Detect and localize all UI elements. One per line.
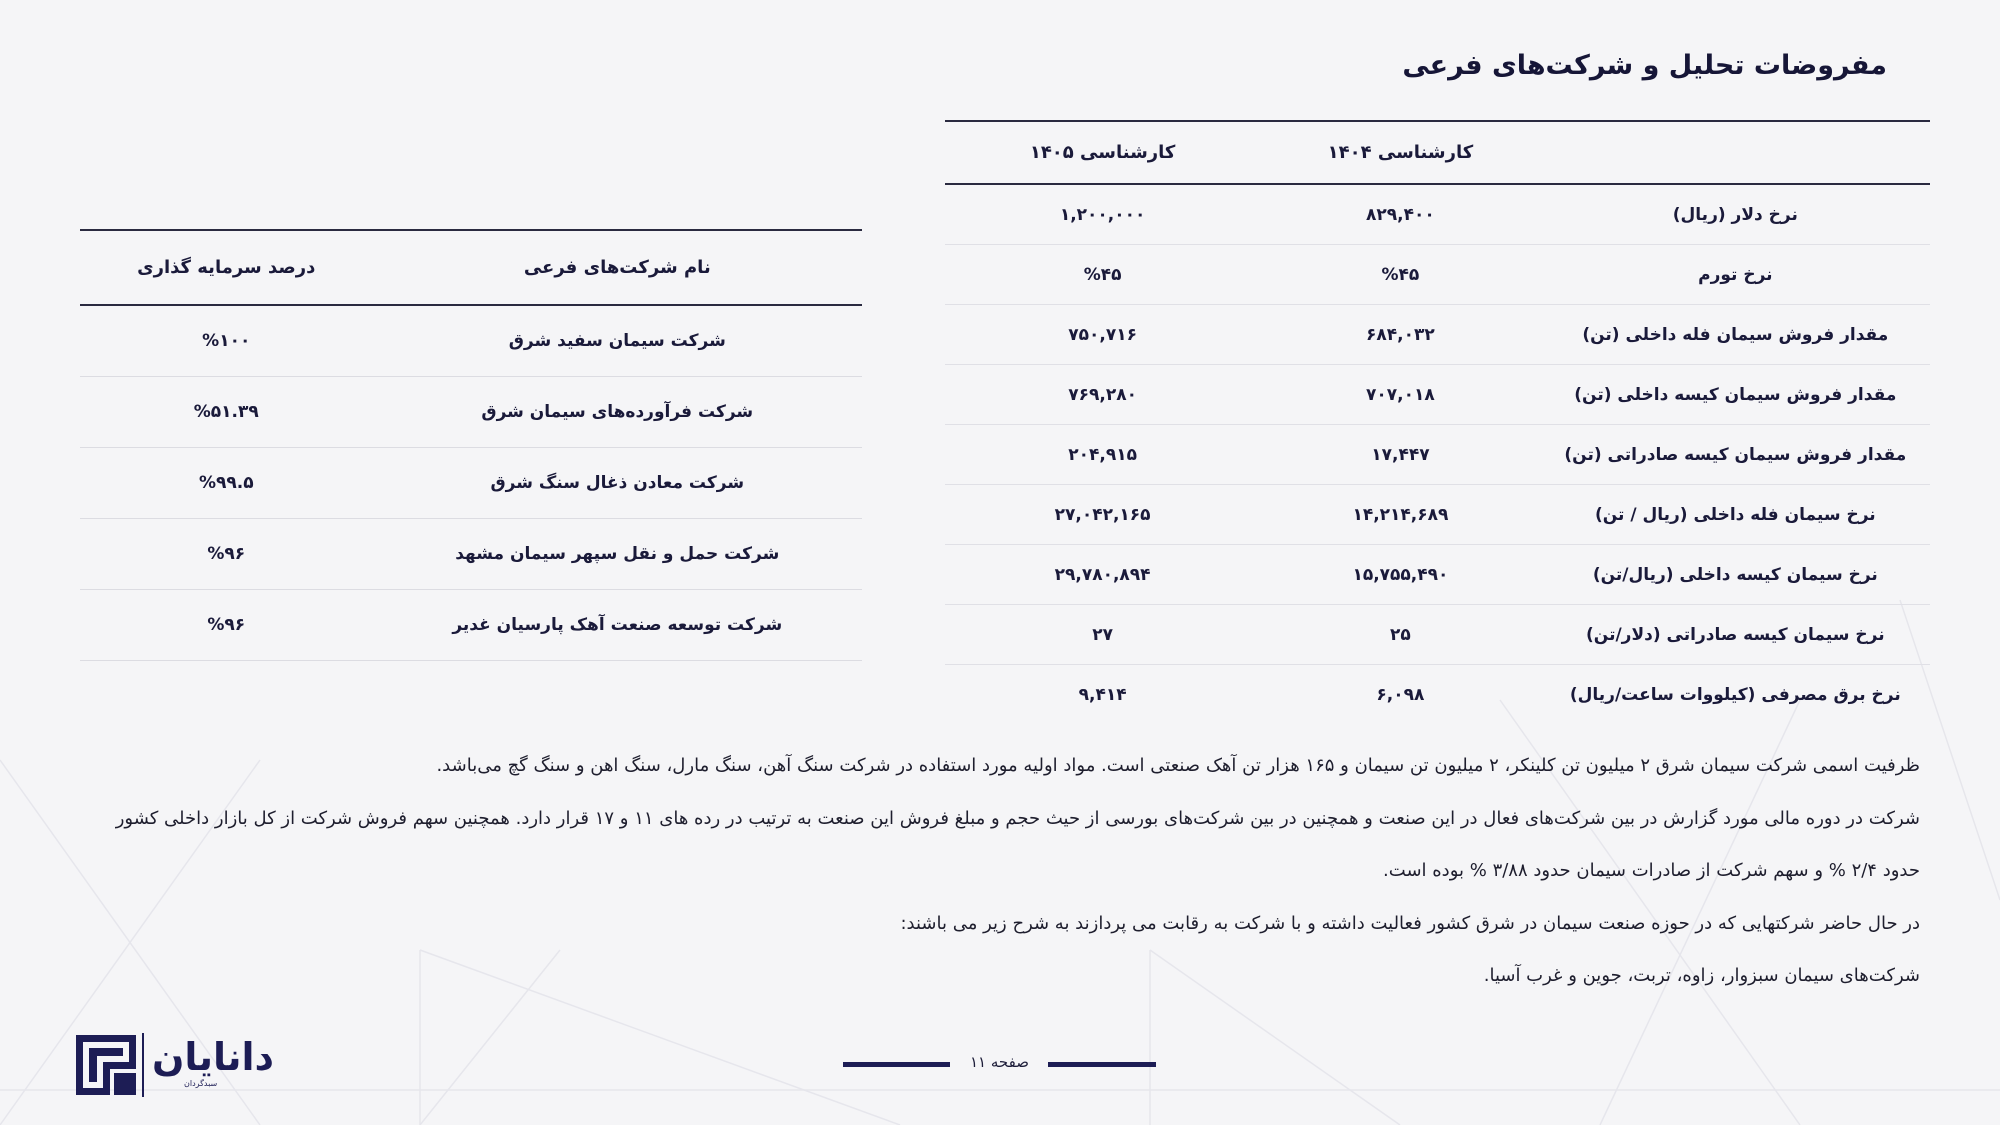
table-row <box>945 184 1930 245</box>
value-1404: ۷۰۷,۰۱۸ <box>1260 365 1540 425</box>
footer-bar-left <box>843 1062 950 1067</box>
investment-percent: %۱۰۰ <box>80 305 373 377</box>
page-number: صفحه ۱۱ <box>970 1053 1029 1071</box>
page-title: مفروضات تحلیل و شرکت‌های فرعی <box>1402 50 1887 81</box>
table-row <box>80 590 862 661</box>
subsidiary-name: شرکت حمل و نقل سپهر سیمان مشهد <box>373 519 862 590</box>
row-label: نرخ برق مصرفی (کیلووات ساعت/ریال) <box>1569 684 1901 705</box>
footer-bar-right <box>1048 1062 1156 1067</box>
value-1404: ۲۵ <box>1260 605 1540 665</box>
value-1404: ۱۴,۲۱۴,۶۸۹ <box>1260 485 1540 545</box>
subsidiaries-header-row <box>80 230 862 305</box>
header-1405-column: کارشناسی ۱۴۰۵ <box>945 121 1260 184</box>
value-1405: ۱,۲۰۰,۰۰۰ <box>945 184 1260 245</box>
value-1404: ۱۷,۴۴۷ <box>1260 425 1540 485</box>
investment-percent: %۹۶ <box>80 590 373 661</box>
assumptions-table <box>945 120 1930 724</box>
subsidiary-name: شرکت معادن ذغال سنگ شرق <box>373 448 862 519</box>
value-1405: ۲۷ <box>945 605 1260 665</box>
value-1405: ۲۷,۰۴۲,۱۶۵ <box>945 485 1260 545</box>
header-subsidiary-name: نام شرکت‌های فرعی <box>373 230 862 305</box>
value-1404: ۶,۰۹۸ <box>1376 684 1425 705</box>
table-row <box>945 545 1930 605</box>
table-row <box>945 305 1930 365</box>
investment-percent: %۹۹.۵ <box>80 448 373 519</box>
value-1405: ۷۶۹,۲۸۰ <box>945 365 1260 425</box>
logo-separator <box>142 1033 144 1097</box>
row-label: نرخ دلار (ریال) <box>1541 184 1930 245</box>
investment-percent: %۹۶ <box>80 519 373 590</box>
table-row <box>80 519 862 590</box>
table-row <box>945 365 1930 425</box>
danayan-logo-icon <box>76 1035 136 1095</box>
row-label: نرخ سیمان فله داخلی (ریال / تن) <box>1541 485 1930 545</box>
value-1405: ۷۵۰,۷۱۶ <box>945 305 1260 365</box>
value-1404: %۴۵ <box>1260 245 1540 305</box>
value-1405: %۴۵ <box>945 245 1260 305</box>
subsidiary-name: شرکت سیمان سفید شرق <box>373 305 862 377</box>
table-row <box>945 245 1930 305</box>
row-label: مقدار فروش سیمان فله داخلی (تن) <box>1541 305 1930 365</box>
table-row <box>80 448 862 519</box>
table-row <box>945 665 1930 725</box>
assumptions-header-row <box>945 121 1930 184</box>
row-label: مقدار فروش سیمان کیسه صادراتی (تن) <box>1541 425 1930 485</box>
value-1405: ۹,۴۱۴ <box>1078 684 1127 705</box>
table-row <box>945 425 1930 485</box>
paragraph-ranking: شرکت در دوره مالی مورد گزارش در بین شرکت‌های فعال در این صنعت و همچنین در بین شرکت‌های بورسی از حیث حجم و مبلغ فروش این صنعت به ترتیب در رده های ۱۱ و ۱۷ قرار دارد. همچنین سهم فروش شرکت از کل بازار داخلی کشور حدود ۲/۴ % و سهم شرکت از صادرات سیمان حدود ۳/۸۸ % بوده است. <box>115 807 1920 881</box>
header-label-column <box>1541 121 1930 184</box>
logo-name: دانایان <box>152 1035 275 1079</box>
table-row <box>80 305 862 377</box>
value-1404: ۶۸۴,۰۳۲ <box>1260 305 1540 365</box>
logo-subtitle: سبدگردان <box>184 1079 218 1088</box>
row-label: مقدار فروش سیمان کیسه داخلی (تن) <box>1541 365 1930 425</box>
subsidiary-name: شرکت توسعه صنعت آهک پارسیان غدیر <box>373 590 862 661</box>
row-label: نرخ تورم <box>1541 245 1930 305</box>
value-1404: ۱۵,۷۵۵,۴۹۰ <box>1260 545 1540 605</box>
value-1405: ۲۹,۷۸۰,۸۹۴ <box>945 545 1260 605</box>
row-label: نرخ سیمان کیسه صادراتی (دلار/تن) <box>1541 605 1930 665</box>
table-row <box>80 377 862 448</box>
subsidiaries-table <box>80 229 862 661</box>
paragraph-capacity: ظرفیت اسمی شرکت سیمان شرق ۲ میلیون تن کلینکر، ۲ میلیون تن سیمان و ۱۶۵ هزار تن آهک صنعتی است. مواد اولیه مورد استفاده در شرکت سنگ آهن، سنگ مارل، سنگ اهن و سنگ گچ می‌باشد. <box>436 755 1920 776</box>
subsidiary-name: شرکت فرآورده‌های سیمان شرق <box>373 377 862 448</box>
header-1404-column: کارشناسی ۱۴۰۴ <box>1260 121 1540 184</box>
paragraph-competitors-list: شرکت‌های سیمان سبزوار، زاوه، تربت، جوین و غرب آسیا. <box>1483 965 1920 986</box>
value-1404: ۸۲۹,۴۰۰ <box>1260 184 1540 245</box>
table-row <box>945 605 1930 665</box>
investment-percent: %۵۱.۳۹ <box>80 377 373 448</box>
row-label: نرخ سیمان کیسه داخلی (ریال/تن) <box>1541 545 1930 605</box>
value-1405: ۲۰۴,۹۱۵ <box>945 425 1260 485</box>
table-row <box>945 485 1930 545</box>
paragraph-competitors-intro: در حال حاضر شرکتهایی که در حوزه صنعت سیمان در شرق کشور فعالیت داشته و با شرکت به رقابت می پردازند به شرح زیر می باشند: <box>900 912 1920 934</box>
header-investment-percent: درصد سرمایه گذاری <box>80 230 373 305</box>
body-text <box>80 740 1920 1003</box>
